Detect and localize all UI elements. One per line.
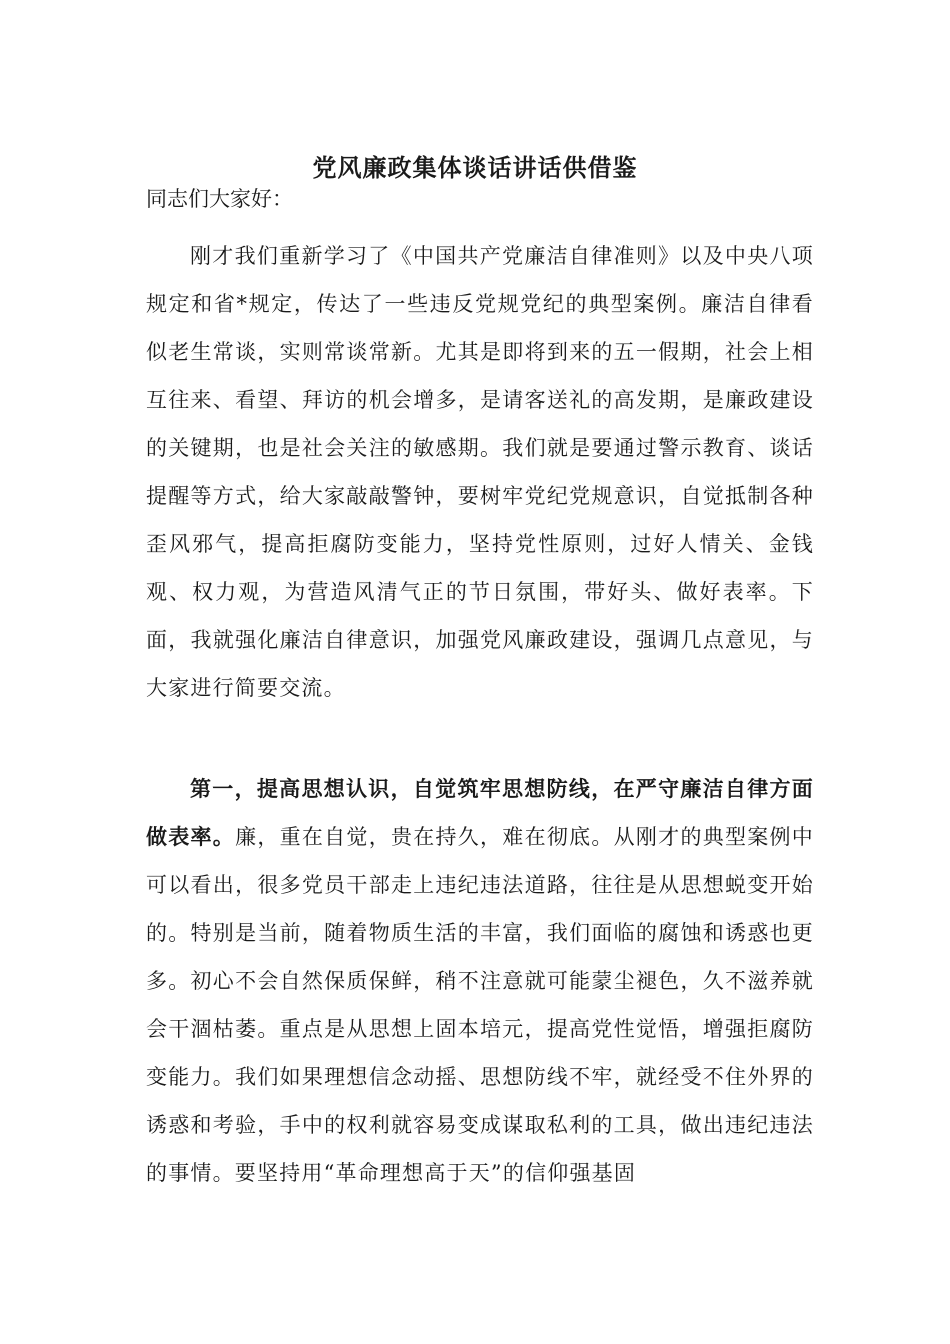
greeting-line: 同志们大家好： [146, 187, 293, 211]
paragraph-2 [146, 765, 814, 1197]
document-title: 党风廉政集体谈话讲话供借鉴 [312, 153, 638, 182]
paragraph-2-heading: 第一，提高思想认识，自觉筑牢思想防线，在严守廉洁自律方面做表率。 [146, 776, 814, 849]
paragraph-2-body: 廉，重在自觉，贵在持久，难在彻底。从刚才的典型案例中可以看出，很多党员干部走上违纪违法道路，往往是从思想蜕变开始的。特别是当前，随着物质生活的丰富，我们面临的腐蚀和诱惑也更多。初心不会自然保质保鲜，稍不注意就可能蒙尘褪色，久不滋养就会干涸枯萎。重点是从思想上固本培元，提高党性觉悟，增强拒腐防变能力。我们如果理想信念动摇、思想防线不牢，就经受不住外界的诱惑和考验，手中的权利就容易变成谋取私利的工具，做出违纪违法的事情。要坚持用“革命理想高于天”的信仰强基固 [146, 825, 814, 1185]
paragraph-1: 刚才我们重新学习了《中国共产党廉洁自律准则》以及中央八项规定和省*规定，传达了一些违反党规党纪的典型案例。廉洁自律看似老生常谈，实则常谈常新。尤其是即将到来的五一假期，社会上相互往来、看望、拜访的机会增多，是请客送礼的高发期，是廉政建设的关键期，也是社会关注的敏感期。我们就是要通过警示教育、谈话提醒等方式，给大家敲敲警钟，要树牢党纪党规意识，自觉抵制各种歪风邪气，提高拒腐防变能力，坚持党性原则，过好人情关、金钱观、权力观，为营造风清气正的节日氛围，带好头、做好表率。下面，我就强化廉洁自律意识，加强党风廉政建设，强调几点意见，与大家进行简要交流。 [146, 244, 814, 700]
